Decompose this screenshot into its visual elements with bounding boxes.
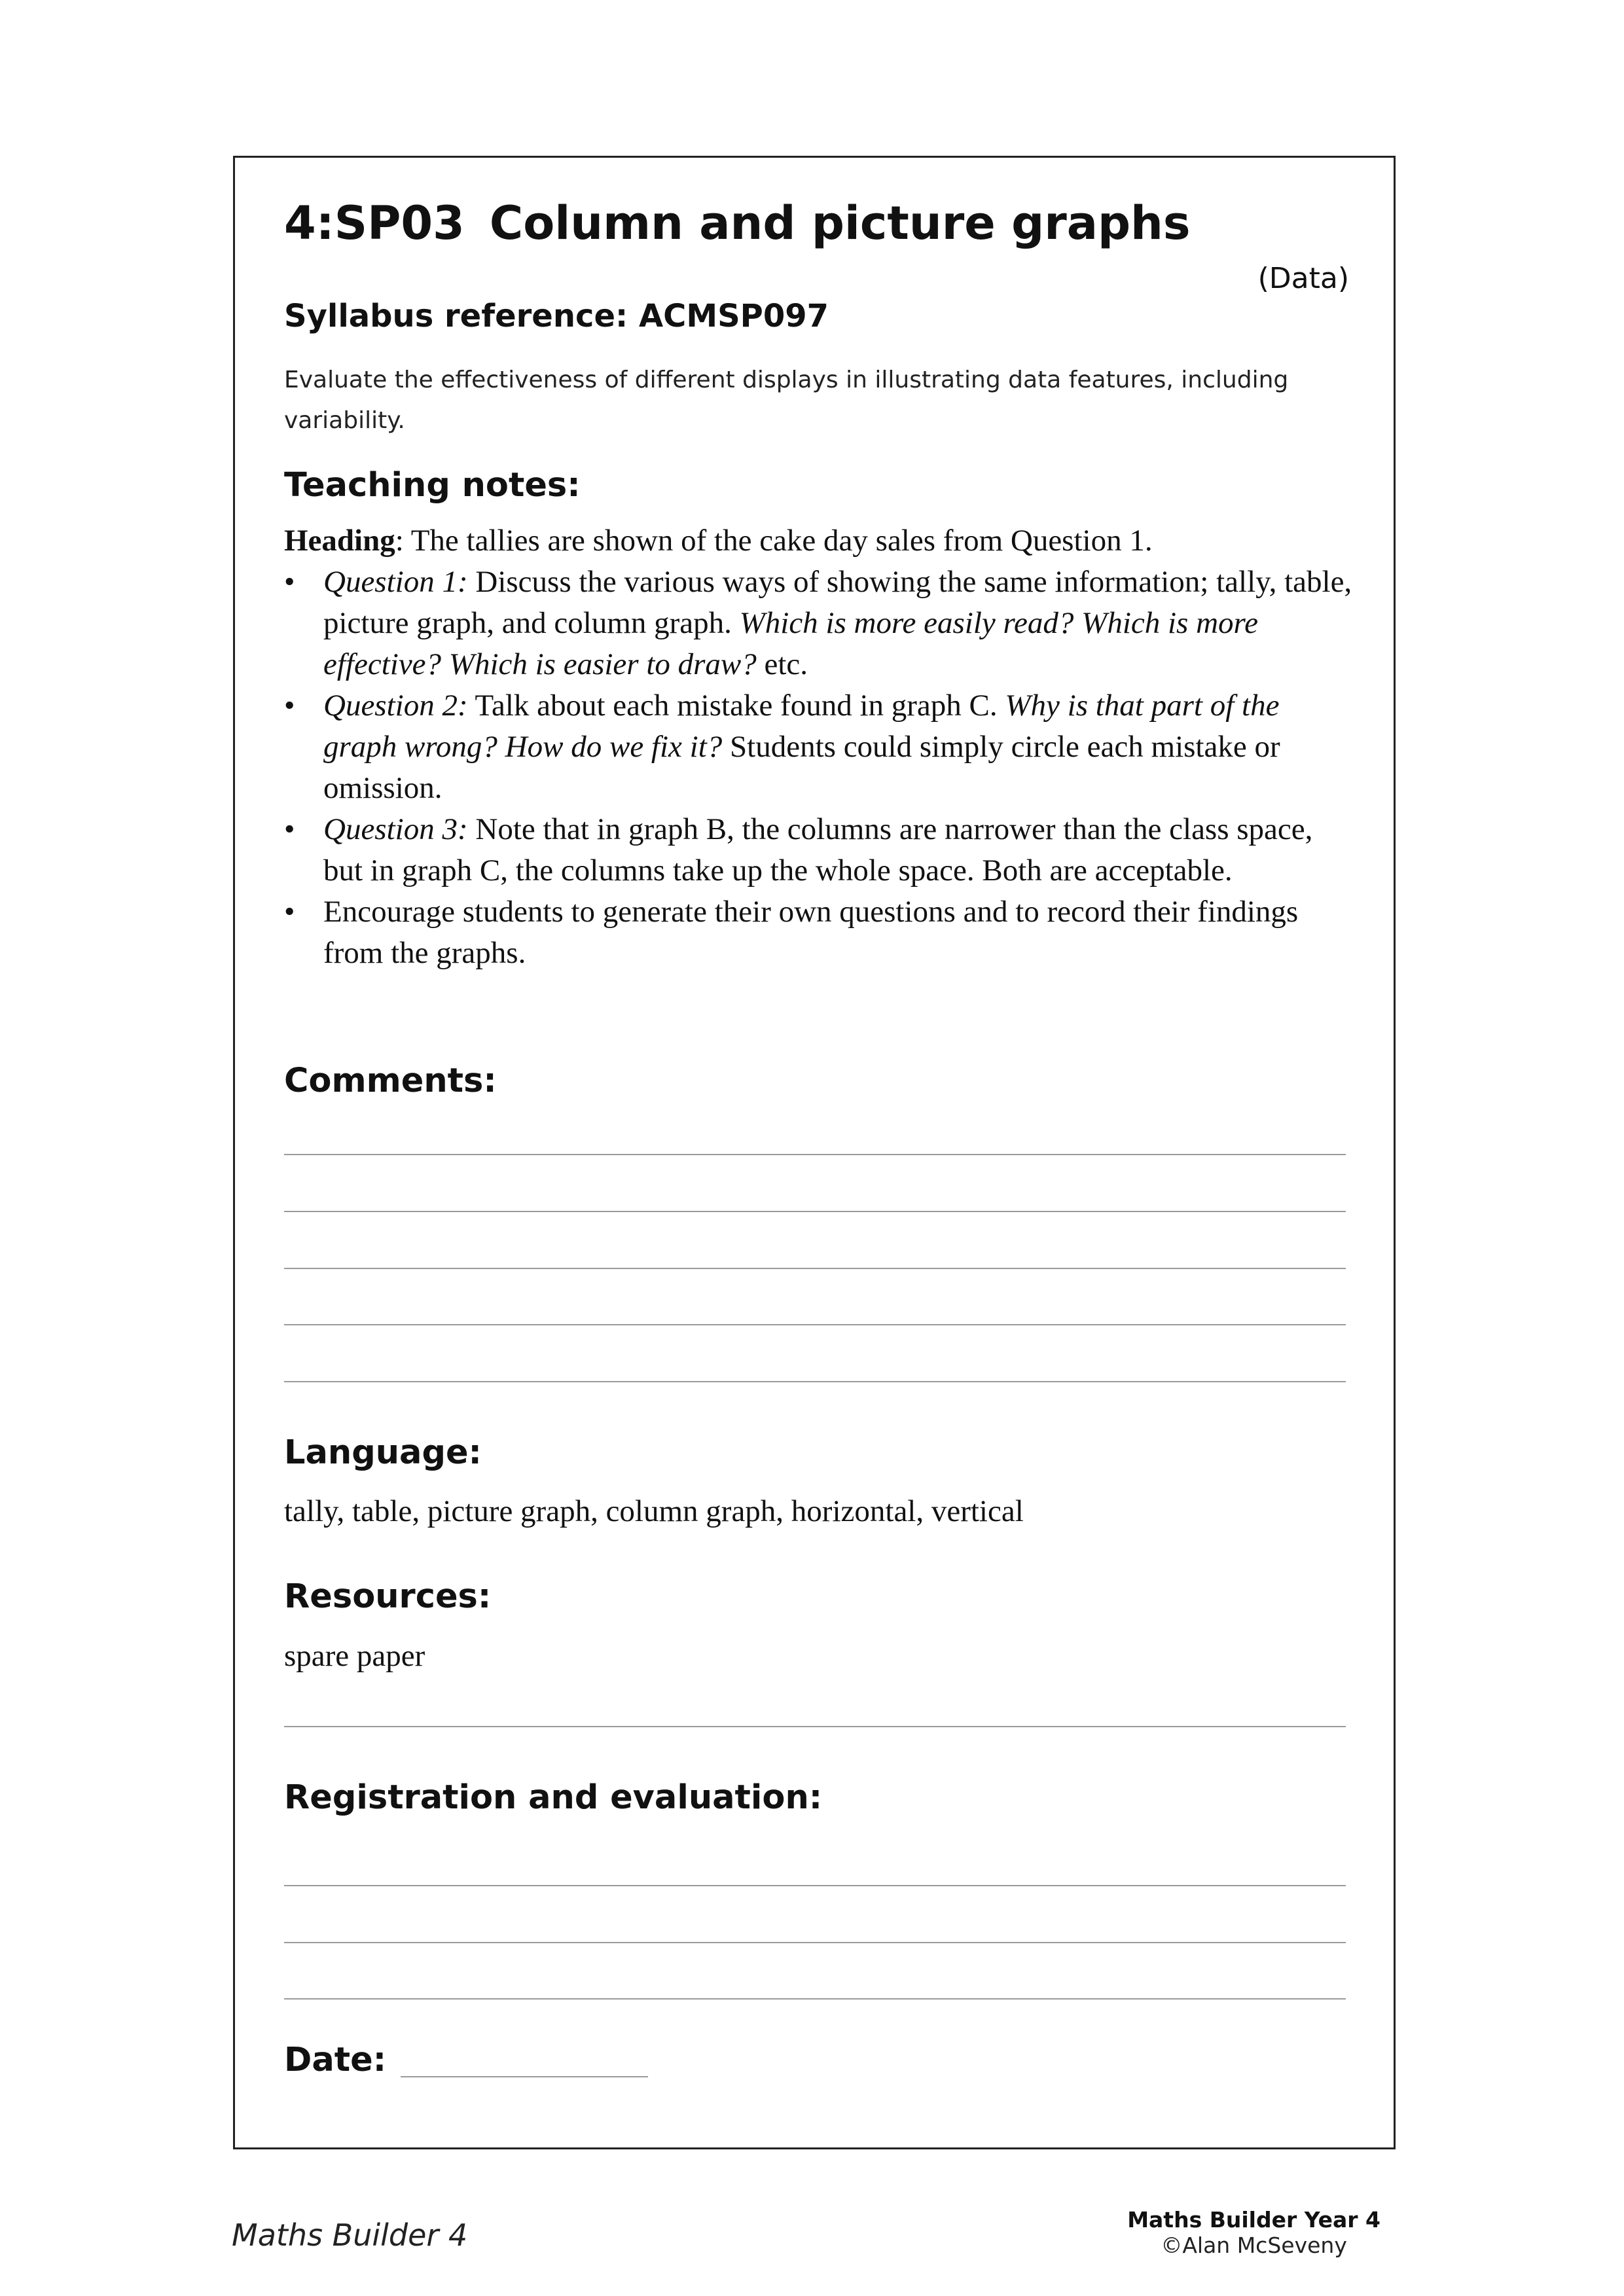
list-item: • Question 1: Discuss the various ways of showing the same information; tally, table, picture graph, and column graph. Which is more easily read? Which is more effective? Which is easier to draw? etc. (284, 562, 1358, 685)
footer-book-title: Maths Builder 4 (232, 2217, 468, 2253)
comment-line[interactable] (284, 1211, 1346, 1212)
syllabus-reference: Syllabus reference: ACMSP097 (284, 298, 829, 334)
date-label: Date: (284, 2041, 387, 2079)
page-frame (233, 156, 1396, 2149)
footer-series: Maths Builder Year 4 (1127, 2207, 1380, 2233)
page-title (284, 196, 1191, 250)
list-item: • Encourage students to generate their own questions and to record their findings from the graphs. (284, 891, 1358, 974)
footer-copyright: ©Alan McSeveny (1161, 2233, 1347, 2258)
section-tag: (Data) (1257, 262, 1349, 295)
resources-heading: Resources: (284, 1577, 492, 1616)
syllabus-description: Evaluate the effectiveness of different displays in illustrating data features, including variability. (284, 367, 1289, 434)
resources-line (284, 1726, 1346, 1727)
comments-heading: Comments: (284, 1062, 497, 1100)
intro-label: Heading (284, 524, 395, 558)
language-heading: Language: (284, 1433, 482, 1472)
resources-text: spare paper (284, 1639, 425, 1673)
intro-text: : The tallies are shown of the cake day sales from Question 1. (395, 524, 1153, 558)
comment-line[interactable] (284, 1268, 1346, 1269)
registration-line[interactable] (284, 1942, 1346, 1943)
registration-line[interactable] (284, 1998, 1346, 2000)
notes-intro (284, 520, 1358, 562)
title-text: Column and picture graphs (489, 196, 1191, 250)
teaching-notes-heading: Teaching notes: (284, 466, 581, 505)
list-item: • Question 2: Talk about each mistake found in graph C. Why is that part of the graph wrong? How do we fix it? Students could simply circle each mistake or omission. (284, 685, 1358, 809)
comment-line[interactable] (284, 1381, 1346, 1382)
registration-heading: Registration and evaluation: (284, 1778, 823, 1817)
list-item: • Question 3: Note that in graph B, the columns are narrower than the class space, but in graph C, the columns take up the whole space. Both are acceptable. (284, 809, 1358, 891)
comment-line[interactable] (284, 1154, 1346, 1155)
notes-list (284, 562, 1358, 974)
registration-line[interactable] (284, 1885, 1346, 1886)
date-field[interactable] (401, 2076, 648, 2077)
footer-credit (1127, 2207, 1380, 2258)
teaching-notes (284, 520, 1358, 974)
language-text: tally, table, picture graph, column graph, horizontal, vertical (284, 1494, 1024, 1528)
title-code: 4:SP03 (284, 196, 465, 250)
comment-line[interactable] (284, 1324, 1346, 1325)
